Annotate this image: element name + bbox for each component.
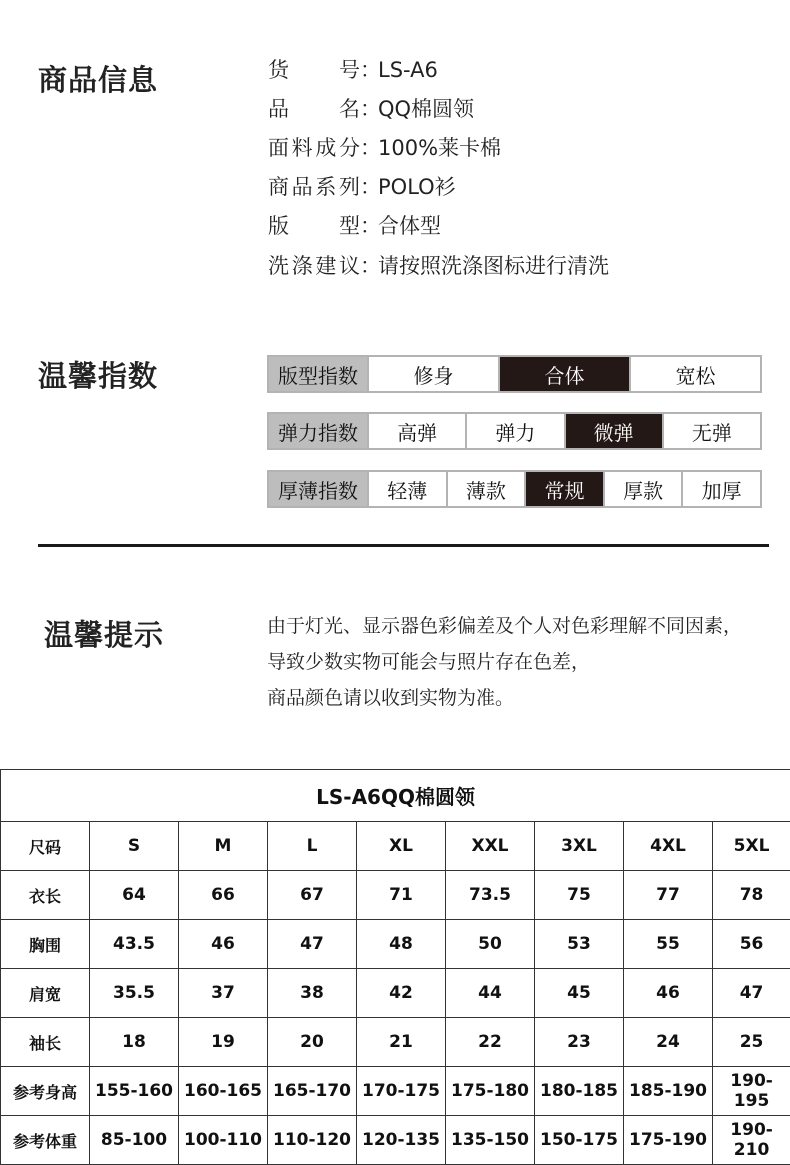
product-info-row — [268, 134, 501, 162]
index-option: 高弹 — [367, 414, 465, 448]
size-cell: 190-210 — [713, 1116, 790, 1165]
size-cell: 22 — [446, 1018, 535, 1067]
size-header-cell: 3XL — [535, 822, 624, 871]
index-label: 厚薄指数 — [269, 472, 367, 506]
size-cell: 24 — [624, 1018, 713, 1067]
index-option: 轻薄 — [367, 472, 446, 506]
product-info-row — [268, 252, 609, 280]
size-cell: 71 — [357, 871, 446, 920]
info-value: POLO衫 — [378, 175, 456, 199]
size-header-cell: XL — [357, 822, 446, 871]
size-cell: 77 — [624, 871, 713, 920]
index-option: 弹力 — [465, 414, 563, 448]
size-cell: 46 — [179, 920, 268, 969]
info-label: 面料成分 — [268, 134, 360, 162]
info-value: LS-A6 — [378, 58, 438, 82]
size-header-cell: 尺码 — [1, 822, 90, 871]
size-cell: 53 — [535, 920, 624, 969]
size-cell: 37 — [179, 969, 268, 1018]
info-label: 品名 — [268, 95, 360, 123]
product-info-row — [268, 212, 441, 240]
product-info-row — [268, 95, 474, 123]
index-option: 薄款 — [446, 472, 525, 506]
size-cell: 50 — [446, 920, 535, 969]
index-option-selected: 常规 — [524, 472, 603, 506]
index-option-selected: 合体 — [498, 357, 629, 391]
info-label: 货号 — [268, 56, 360, 84]
size-cell: 73.5 — [446, 871, 535, 920]
size-cell: 150-175 — [535, 1116, 624, 1165]
size-cell: 18 — [90, 1018, 179, 1067]
size-cell: 25 — [713, 1018, 790, 1067]
size-cell: 55 — [624, 920, 713, 969]
size-cell: 47 — [713, 969, 790, 1018]
index-option: 修身 — [367, 357, 498, 391]
size-row — [1, 871, 790, 920]
size-cell: 120-135 — [357, 1116, 446, 1165]
size-cell: 190-195 — [713, 1067, 790, 1116]
size-cell: 56 — [713, 920, 790, 969]
info-separator: ： — [360, 252, 378, 280]
index-option-selected: 微弹 — [564, 414, 662, 448]
tips-title: 温馨提示 — [44, 613, 164, 654]
size-cell: 135-150 — [446, 1116, 535, 1165]
index-option: 无弹 — [662, 414, 760, 448]
size-row-label: 衣长 — [1, 871, 90, 920]
size-header-cell: M — [179, 822, 268, 871]
info-label: 商品系列 — [268, 173, 360, 201]
index-label: 弹力指数 — [269, 414, 367, 448]
size-cell: 45 — [535, 969, 624, 1018]
size-cell: 110-120 — [268, 1116, 357, 1165]
size-cell: 35.5 — [90, 969, 179, 1018]
tip-line: 由于灯光、显示器色彩偏差及个人对色彩理解不同因素， — [267, 608, 742, 644]
size-table-title: LS-A6QQ棉圆领 — [1, 770, 790, 822]
index-row — [267, 355, 762, 393]
info-label: 洗涤建议 — [268, 252, 360, 280]
index-option: 加厚 — [681, 472, 760, 506]
size-cell: 175-190 — [624, 1116, 713, 1165]
size-row-label: 参考身高 — [1, 1067, 90, 1116]
product-info-title: 商品信息 — [38, 58, 158, 99]
size-cell: 175-180 — [446, 1067, 535, 1116]
size-header-cell: 5XL — [713, 822, 790, 871]
size-row-label: 袖长 — [1, 1018, 90, 1067]
indices-title: 温馨指数 — [38, 354, 158, 395]
size-cell: 160-165 — [179, 1067, 268, 1116]
index-option: 宽松 — [629, 357, 760, 391]
section-divider — [38, 544, 769, 547]
size-row — [1, 920, 790, 969]
size-cell: 165-170 — [268, 1067, 357, 1116]
size-cell: 100-110 — [179, 1116, 268, 1165]
size-cell: 20 — [268, 1018, 357, 1067]
index-label: 版型指数 — [269, 357, 367, 391]
info-value: QQ棉圆领 — [378, 97, 474, 121]
size-row — [1, 1116, 790, 1165]
size-cell: 46 — [624, 969, 713, 1018]
size-row — [1, 1018, 790, 1067]
size-cell: 85-100 — [90, 1116, 179, 1165]
tip-line: 商品颜色请以收到实物为准。 — [267, 680, 514, 716]
size-cell: 44 — [446, 969, 535, 1018]
index-row — [267, 470, 762, 508]
size-header-cell: L — [268, 822, 357, 871]
size-row — [1, 1067, 790, 1116]
size-row-label: 参考体重 — [1, 1116, 90, 1165]
product-info-row — [268, 173, 456, 201]
size-cell: 47 — [268, 920, 357, 969]
index-row — [267, 412, 762, 450]
size-cell: 155-160 — [90, 1067, 179, 1116]
size-cell: 180-185 — [535, 1067, 624, 1116]
size-table — [0, 769, 790, 1165]
tip-line: 导致少数实物可能会与照片存在色差， — [267, 644, 590, 680]
info-separator: ： — [360, 56, 378, 84]
size-cell: 170-175 — [357, 1067, 446, 1116]
info-value: 请按照洗涤图标进行清洗 — [378, 254, 609, 278]
info-separator: ： — [360, 212, 378, 240]
index-option: 厚款 — [603, 472, 682, 506]
size-cell: 75 — [535, 871, 624, 920]
size-cell: 64 — [90, 871, 179, 920]
size-cell: 21 — [357, 1018, 446, 1067]
info-value: 100%莱卡棉 — [378, 136, 501, 160]
info-separator: ： — [360, 95, 378, 123]
size-cell: 38 — [268, 969, 357, 1018]
size-cell: 23 — [535, 1018, 624, 1067]
product-info-row — [268, 56, 438, 84]
size-row-label: 胸围 — [1, 920, 90, 969]
size-cell: 185-190 — [624, 1067, 713, 1116]
size-cell: 78 — [713, 871, 790, 920]
size-header-cell: 4XL — [624, 822, 713, 871]
size-row — [1, 969, 790, 1018]
size-cell: 66 — [179, 871, 268, 920]
info-label: 版型 — [268, 212, 360, 240]
size-cell: 19 — [179, 1018, 268, 1067]
size-cell: 42 — [357, 969, 446, 1018]
size-header-cell: S — [90, 822, 179, 871]
info-value: 合体型 — [378, 214, 441, 238]
size-cell: 48 — [357, 920, 446, 969]
size-header-row — [1, 822, 790, 871]
size-row-label: 肩宽 — [1, 969, 90, 1018]
size-header-cell: XXL — [446, 822, 535, 871]
size-cell: 67 — [268, 871, 357, 920]
info-separator: ： — [360, 134, 378, 162]
size-cell: 43.5 — [90, 920, 179, 969]
info-separator: ： — [360, 173, 378, 201]
